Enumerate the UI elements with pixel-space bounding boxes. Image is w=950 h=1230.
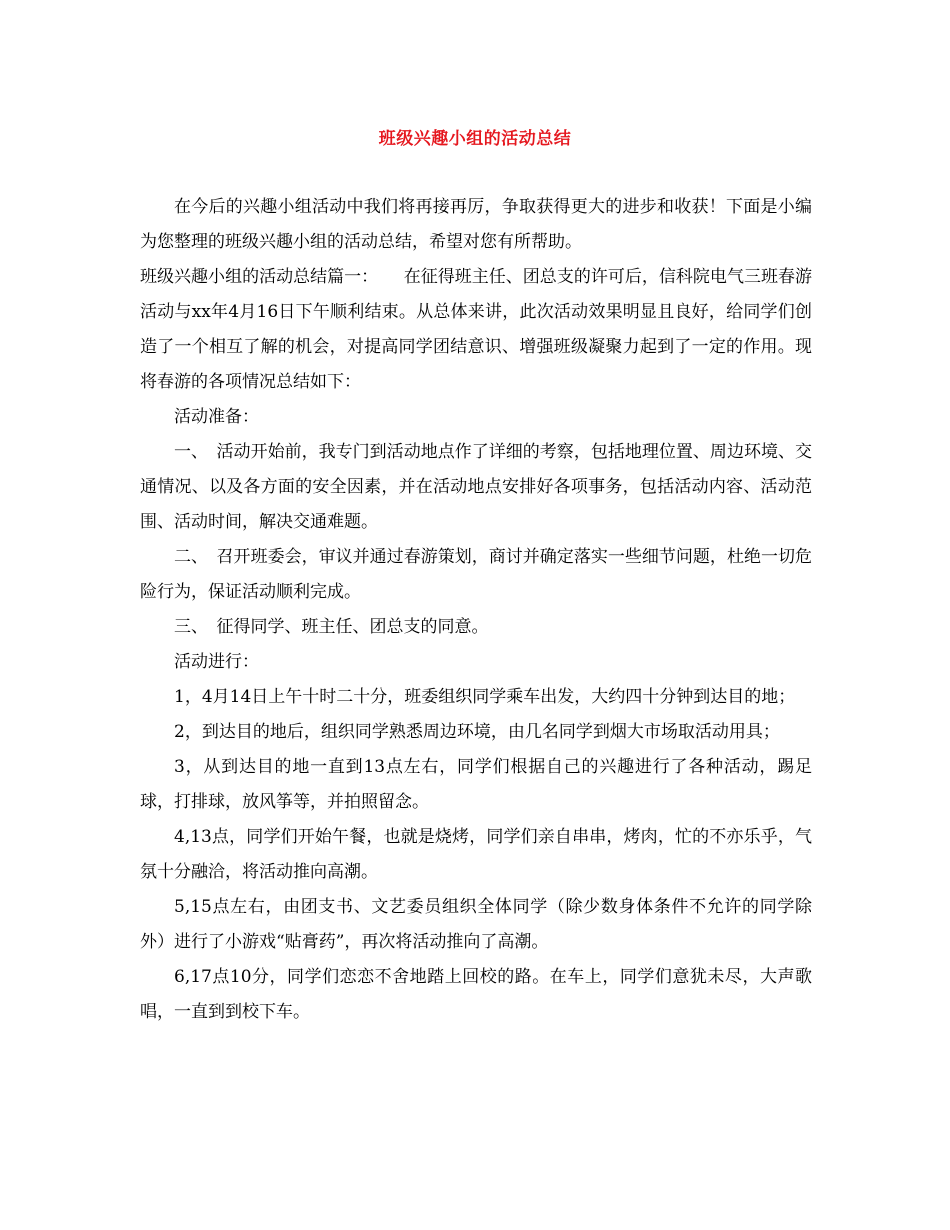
heading-activity-progress: 活动进行： [174, 652, 259, 672]
paragraph-intro: 在今后的兴趣小组活动中我们将再接再厉，争取获得更大的进步和收获！下面是小编为您整理的班级兴趣小组的活动总结，希望对您有所帮助。 [140, 197, 812, 252]
document-title: 班级兴趣小组的活动总结 [378, 129, 572, 149]
paragraph-progress-item-4: 4,13点，同学们开始午餐，也就是烧烤，同学们亲自串串，烤肉，忙的不亦乐乎，气氛十分融洽，将活动推向高潮。 [140, 827, 812, 882]
document-body [140, 190, 812, 1030]
paragraph-summary-part-one: 班级兴趣小组的活动总结篇一： 在征得班主任、团总支的许可后，信科院电气三班春游活动与xx年4月16日下午顺利结束。从总体来讲，此次活动效果明显且良好，给同学们创造了一个相互了解的机会，对提高同学团结意识、增强班级凝聚力起到了一定的作用。现将春游的各项情况总结如下： [140, 267, 812, 392]
paragraph-preparation-item-3: 三、 征得同学、班主任、团总支的同意。 [174, 617, 489, 637]
paragraph-progress-item-5: 5,15点左右，由团支书、文艺委员组织全体同学（除少数身体条件不允许的同学除外）进行了小游戏“贴膏药”，再次将活动推向了高潮。 [140, 897, 812, 952]
paragraph-preparation-item-2: 二、 召开班委会，审议并通过春游策划，商讨并确定落实一些细节问题，杜绝一切危险行为，保证活动顺利完成。 [140, 547, 812, 602]
paragraph-progress-item-1: 1，4月14日上午十时二十分，班委组织同学乘车出发，大约四十分钟到达目的地； [174, 687, 796, 707]
paragraph-progress-item-2: 2，到达目的地后，组织同学熟悉周边环境，由几名同学到烟大市场取活动用具； [174, 722, 780, 742]
paragraph-progress-item-6: 6,17点10分，同学们恋恋不舍地踏上回校的路。在车上，同学们意犹未尽，大声歌唱，一直到到校下车。 [140, 967, 812, 1022]
paragraph-preparation-item-1: 一、 活动开始前，我专门到活动地点作了详细的考察，包括地理位置、周边环境、交通情况、以及各方面的安全因素，并在活动地点安排好各项事务，包括活动内容、活动范围、活动时间，解决交通难题。 [140, 442, 812, 532]
heading-activity-preparation: 活动准备： [174, 407, 259, 427]
paragraph-progress-item-3: 3，从到达目的地一直到13点左右，同学们根据自己的兴趣进行了各种活动，踢足球，打排球，放风筝等，并拍照留念。 [140, 757, 812, 812]
